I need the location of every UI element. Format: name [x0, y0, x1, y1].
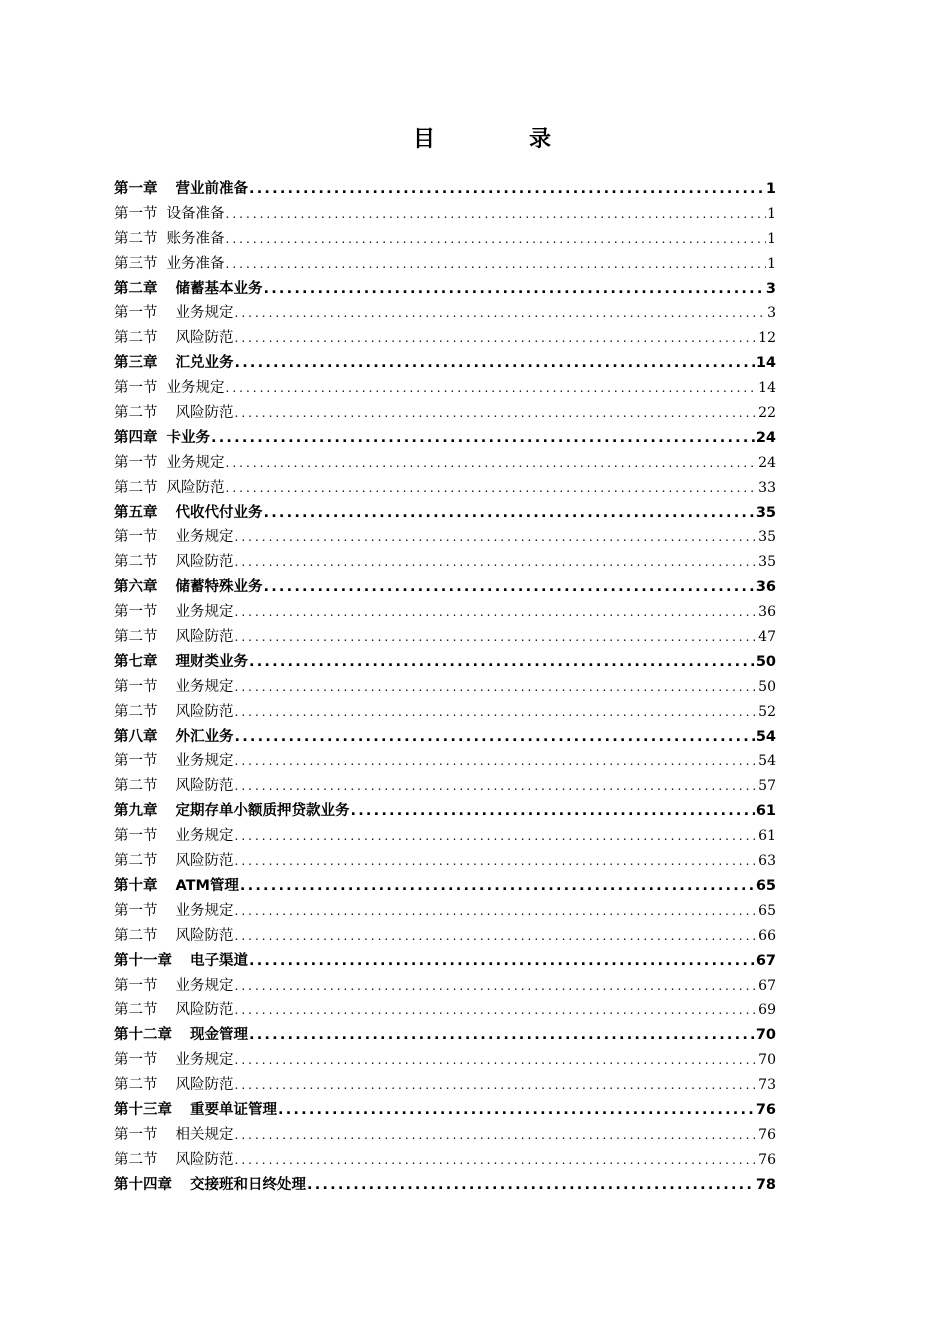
toc-list — [114, 177, 776, 1198]
entry-label — [114, 202, 225, 227]
entry-name: 业务规定 — [175, 305, 234, 322]
entry-number: 第一节 — [114, 678, 158, 695]
entry-number: 第十章 — [114, 877, 158, 894]
dot-leader — [235, 1123, 758, 1148]
toc-chapter-entry[interactable] — [114, 177, 776, 202]
dot-leader — [235, 326, 758, 351]
entry-label — [114, 824, 234, 849]
entry-label — [114, 401, 234, 426]
entry-page-number: 12 — [758, 330, 776, 347]
toc-chapter-entry[interactable] — [114, 799, 776, 824]
entry-name: 风险防范 — [175, 778, 234, 795]
entry-page-number: 33 — [758, 479, 776, 496]
entry-page-number: 3 — [765, 280, 776, 297]
entry-name: 业务规定 — [175, 753, 234, 770]
entry-label — [114, 476, 225, 501]
dot-leader — [235, 998, 758, 1023]
entry-name: 账务准备 — [166, 230, 225, 247]
entry-number: 第三章 — [114, 355, 158, 372]
entry-name: 设备准备 — [166, 205, 225, 222]
toc-chapter-entry[interactable] — [114, 1023, 776, 1048]
toc-section-entry[interactable] — [114, 700, 776, 725]
toc-chapter-entry[interactable] — [114, 949, 776, 974]
entry-label — [114, 874, 239, 899]
toc-chapter-entry[interactable] — [114, 725, 776, 750]
dot-leader — [226, 227, 767, 252]
entry-label — [114, 550, 234, 575]
entry-label — [114, 326, 234, 351]
dot-leader — [235, 525, 758, 550]
toc-chapter-entry[interactable] — [114, 351, 776, 376]
dot-leader — [235, 749, 758, 774]
entry-page-number: 36 — [755, 579, 776, 596]
entry-page-number: 61 — [758, 828, 776, 845]
entry-page-number: 1 — [765, 181, 776, 197]
entry-name: 理财类业务 — [175, 653, 248, 670]
toc-section-entry[interactable] — [114, 476, 776, 501]
entry-number: 第一节 — [114, 305, 158, 322]
entry-label — [114, 675, 234, 700]
toc-section-entry[interactable] — [114, 401, 776, 426]
dot-leader — [235, 351, 755, 376]
entry-name: 相关规定 — [175, 1126, 234, 1143]
dot-leader — [249, 177, 765, 202]
toc-chapter-entry[interactable] — [114, 874, 776, 899]
dot-leader — [240, 874, 755, 899]
toc-section-entry[interactable] — [114, 252, 776, 277]
entry-page-number: 35 — [755, 504, 776, 521]
entry-page-number: 73 — [758, 1077, 776, 1094]
dot-leader — [249, 650, 755, 675]
entry-number: 第一节 — [114, 454, 158, 471]
toc-chapter-entry[interactable] — [114, 277, 776, 302]
entry-page-number: 54 — [755, 728, 776, 745]
entry-page-number: 70 — [755, 1027, 776, 1044]
entry-name: 电子渠道 — [190, 952, 248, 969]
entry-page-number: 1 — [767, 205, 776, 222]
entry-page-number: 63 — [758, 853, 776, 870]
entry-name: 业务规定 — [175, 828, 234, 845]
entry-name: 风险防范 — [175, 703, 234, 720]
entry-label — [114, 625, 234, 650]
toc-chapter-entry[interactable] — [114, 426, 776, 451]
entry-name: 风险防范 — [175, 629, 234, 646]
dot-leader — [278, 1098, 755, 1123]
entry-name: 现金管理 — [190, 1027, 248, 1044]
toc-section-entry[interactable] — [114, 924, 776, 949]
entry-number: 第一节 — [114, 902, 158, 919]
dot-leader — [211, 426, 755, 451]
entry-name: 储蓄特殊业务 — [175, 579, 263, 596]
entry-name: 汇兑业务 — [175, 355, 234, 372]
toc-section-entry[interactable] — [114, 625, 776, 650]
toc-section-entry[interactable] — [114, 675, 776, 700]
dot-leader — [235, 1048, 758, 1073]
toc-chapter-entry[interactable] — [114, 1173, 776, 1198]
dot-leader — [249, 949, 755, 974]
entry-page-number: 1 — [767, 230, 776, 247]
entry-name: 业务规定 — [175, 977, 234, 994]
entry-label — [114, 849, 234, 874]
entry-label — [114, 949, 248, 974]
entry-name: 定期存单小额质押贷款业务 — [175, 803, 350, 820]
entry-name: 交接班和日终处理 — [190, 1176, 306, 1193]
dot-leader — [226, 376, 758, 401]
entry-number: 第十二章 — [114, 1027, 172, 1044]
entry-number: 第八章 — [114, 728, 158, 745]
dot-leader — [235, 849, 758, 874]
entry-label — [114, 650, 248, 675]
entry-name: 风险防范 — [175, 330, 234, 347]
toc-chapter-entry[interactable] — [114, 1098, 776, 1123]
entry-page-number: 50 — [755, 653, 776, 670]
entry-page-number: 76 — [755, 1101, 776, 1118]
dot-leader — [235, 774, 758, 799]
toc-section-entry[interactable] — [114, 202, 776, 227]
entry-number: 第一节 — [114, 1126, 158, 1143]
entry-label — [114, 1123, 234, 1148]
entry-page-number: 50 — [758, 678, 776, 695]
toc-section-entry[interactable] — [114, 326, 776, 351]
entry-number: 第一节 — [114, 1052, 158, 1069]
entry-page-number: 35 — [758, 529, 776, 546]
entry-label — [114, 600, 234, 625]
entry-name: 业务规定 — [175, 529, 234, 546]
entry-number: 第二节 — [114, 1077, 158, 1094]
entry-name: 业务规定 — [175, 678, 234, 695]
dot-leader — [226, 252, 767, 277]
toc-section-entry[interactable] — [114, 1073, 776, 1098]
entry-name: 重要单证管理 — [190, 1101, 277, 1118]
entry-number: 第七章 — [114, 653, 158, 670]
entry-page-number: 1 — [767, 255, 776, 272]
entry-number: 第一节 — [114, 753, 158, 770]
entry-page-number: 22 — [758, 405, 776, 422]
dot-leader — [235, 675, 758, 700]
dot-leader — [235, 1148, 758, 1173]
entry-number: 第二节 — [114, 629, 158, 646]
entry-name: 风险防范 — [175, 1151, 234, 1168]
entry-label — [114, 525, 234, 550]
toc-chapter-entry[interactable] — [114, 575, 776, 600]
entry-number: 第一节 — [114, 977, 158, 994]
toc-section-entry[interactable] — [114, 824, 776, 849]
entry-label — [114, 1073, 234, 1098]
entry-number: 第二节 — [114, 479, 158, 496]
entry-page-number: 76 — [758, 1126, 776, 1143]
dot-leader — [235, 401, 758, 426]
entry-page-number: 54 — [758, 753, 776, 770]
entry-label — [114, 1048, 234, 1073]
dot-leader — [235, 600, 758, 625]
entry-number: 第一节 — [114, 604, 158, 621]
toc-section-entry[interactable] — [114, 525, 776, 550]
entry-page-number: 52 — [758, 703, 776, 720]
toc-chapter-entry[interactable] — [114, 650, 776, 675]
entry-name: 业务规定 — [166, 380, 225, 397]
entry-page-number: 65 — [758, 902, 776, 919]
entry-name: 业务规定 — [166, 454, 225, 471]
entry-page-number: 76 — [758, 1151, 776, 1168]
entry-number: 第二节 — [114, 1151, 158, 1168]
entry-number: 第二节 — [114, 778, 158, 795]
entry-name: 外汇业务 — [175, 728, 234, 745]
entry-label — [114, 725, 234, 750]
entry-label — [114, 1023, 248, 1048]
entry-label — [114, 426, 210, 451]
entry-page-number: 78 — [755, 1176, 776, 1193]
entry-label — [114, 376, 225, 401]
entry-number: 第二节 — [114, 230, 158, 247]
entry-page-number: 3 — [767, 305, 776, 322]
entry-number: 第四章 — [114, 429, 158, 446]
entry-number: 第三节 — [114, 255, 158, 272]
entry-label — [114, 277, 263, 302]
dot-leader — [235, 899, 758, 924]
entry-number: 第一节 — [114, 380, 158, 397]
entry-page-number: 36 — [758, 604, 776, 621]
entry-number: 第十四章 — [114, 1176, 172, 1193]
entry-name: 风险防范 — [175, 405, 234, 422]
entry-name: 营业前准备 — [175, 181, 248, 197]
entry-name: 风险防范 — [175, 1002, 234, 1019]
dot-leader — [226, 451, 758, 476]
entry-page-number: 61 — [755, 803, 776, 820]
entry-label — [114, 774, 234, 799]
toc-section-entry[interactable] — [114, 301, 776, 326]
entry-page-number: 69 — [758, 1002, 776, 1019]
entry-number: 第二节 — [114, 703, 158, 720]
entry-number: 第二节 — [114, 927, 158, 944]
toc-section-entry[interactable] — [114, 1148, 776, 1173]
entry-label — [114, 252, 225, 277]
entry-name: ATM管理 — [175, 877, 239, 894]
entry-name: 业务规定 — [175, 902, 234, 919]
dot-leader — [235, 924, 758, 949]
entry-name: 业务规定 — [175, 1052, 234, 1069]
entry-page-number: 35 — [758, 554, 776, 571]
toc-section-entry[interactable] — [114, 227, 776, 252]
entry-label — [114, 998, 234, 1023]
entry-label — [114, 177, 248, 202]
toc-section-entry[interactable] — [114, 550, 776, 575]
entry-number: 第一章 — [114, 181, 158, 197]
entry-name: 业务规定 — [175, 604, 234, 621]
entry-page-number: 65 — [755, 877, 776, 894]
dot-leader — [264, 277, 765, 302]
entry-page-number: 66 — [758, 927, 776, 944]
toc-section-entry[interactable] — [114, 376, 776, 401]
entry-name: 储蓄基本业务 — [175, 280, 263, 297]
toc-section-entry[interactable] — [114, 1048, 776, 1073]
entry-page-number: 47 — [758, 629, 776, 646]
entry-name: 风险防范 — [175, 853, 234, 870]
entry-number: 第二节 — [114, 1002, 158, 1019]
entry-label — [114, 1098, 277, 1123]
entry-name: 风险防范 — [166, 479, 225, 496]
entry-number: 第一节 — [114, 828, 158, 845]
entry-page-number: 14 — [755, 355, 776, 372]
entry-label — [114, 451, 225, 476]
entry-page-number: 57 — [758, 778, 776, 795]
entry-label — [114, 749, 234, 774]
entry-page-number: 67 — [758, 977, 776, 994]
dot-leader — [226, 476, 758, 501]
entry-page-number: 70 — [758, 1052, 776, 1069]
dot-leader — [235, 974, 758, 999]
entry-label — [114, 974, 234, 999]
dot-leader — [264, 575, 755, 600]
dot-leader — [226, 202, 767, 227]
entry-number: 第十三章 — [114, 1101, 172, 1118]
entry-page-number: 67 — [755, 952, 776, 969]
dot-leader — [235, 700, 758, 725]
entry-label — [114, 351, 234, 376]
dot-leader — [264, 501, 755, 526]
entry-name: 风险防范 — [175, 1077, 234, 1094]
entry-number: 第十一章 — [114, 952, 172, 969]
toc-section-entry[interactable] — [114, 998, 776, 1023]
entry-label — [114, 799, 350, 824]
entry-number: 第六章 — [114, 579, 158, 596]
entry-label — [114, 899, 234, 924]
entry-label — [114, 575, 263, 600]
dot-leader — [307, 1173, 755, 1198]
toc-section-entry[interactable] — [114, 749, 776, 774]
entry-number: 第九章 — [114, 803, 158, 820]
entry-name: 风险防范 — [175, 927, 234, 944]
entry-label — [114, 1148, 234, 1173]
dot-leader — [235, 725, 755, 750]
toc-section-entry[interactable] — [114, 849, 776, 874]
entry-page-number: 24 — [758, 454, 776, 471]
entry-number: 第二节 — [114, 405, 158, 422]
page-title: 目 录 — [412, 126, 587, 152]
entry-label — [114, 301, 234, 326]
entry-label — [114, 1173, 306, 1198]
entry-number: 第一节 — [114, 205, 158, 222]
entry-label — [114, 501, 263, 526]
dot-leader — [249, 1023, 755, 1048]
dot-leader — [235, 550, 758, 575]
toc-section-entry[interactable] — [114, 600, 776, 625]
entry-page-number: 24 — [755, 429, 776, 446]
dot-leader — [235, 1073, 758, 1098]
toc-chapter-entry[interactable] — [114, 501, 776, 526]
toc-section-entry[interactable] — [114, 451, 776, 476]
entry-label — [114, 924, 234, 949]
entry-number: 第二节 — [114, 853, 158, 870]
entry-label — [114, 700, 234, 725]
dot-leader — [235, 301, 767, 326]
entry-name: 风险防范 — [175, 554, 234, 571]
toc-section-entry[interactable] — [114, 774, 776, 799]
dot-leader — [351, 799, 755, 824]
entry-label — [114, 227, 225, 252]
entry-name: 代收代付业务 — [175, 504, 263, 521]
entry-number: 第二节 — [114, 330, 158, 347]
toc-section-entry[interactable] — [114, 899, 776, 924]
entry-number: 第一节 — [114, 529, 158, 546]
entry-name: 业务准备 — [166, 255, 225, 272]
entry-name: 卡业务 — [166, 429, 210, 446]
toc-section-entry[interactable] — [114, 1123, 776, 1148]
entry-page-number: 14 — [758, 380, 776, 397]
entry-number: 第五章 — [114, 504, 158, 521]
dot-leader — [235, 625, 758, 650]
dot-leader — [235, 824, 758, 849]
entry-number: 第二节 — [114, 554, 158, 571]
entry-number: 第二章 — [114, 280, 158, 297]
toc-section-entry[interactable] — [114, 974, 776, 999]
